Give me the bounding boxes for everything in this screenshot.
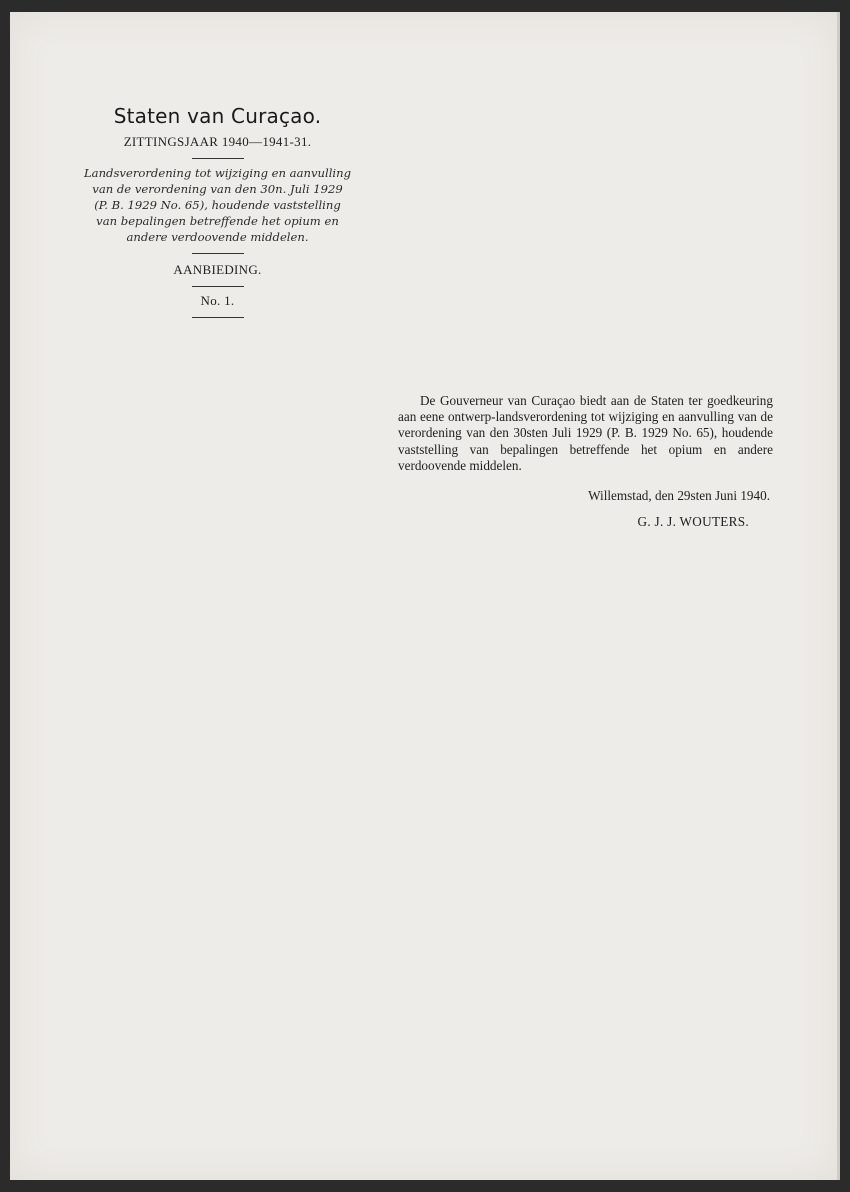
subject-line: Landsverordening tot wijziging en aanvulling <box>83 166 352 180</box>
divider-rule <box>192 158 244 159</box>
document-header <box>70 104 365 324</box>
divider-rule <box>192 253 244 254</box>
divider-rule <box>192 317 244 318</box>
subject-line: andere verdoovende middelen. <box>126 230 309 244</box>
document-page <box>10 12 837 1180</box>
signature: G. J. J. WOUTERS. <box>637 514 749 530</box>
divider-rule <box>192 286 244 287</box>
body-paragraph: De Gouverneur van Curaçao biedt aan de Staten ter goedkeuring aan eene ontwerp-landsverordening tot wijziging en aanvulling van de verordening van den 30sten Juli 1929 (P. B. 1929 No. 65), houdende vaststelling van bepalingen betreffende het opium en andere verdoovende middelen. <box>398 393 773 473</box>
ordinance-subject <box>70 165 365 245</box>
subject-line: van bepalingen betreffende het opium en <box>96 214 339 228</box>
document-number: No. 1. <box>200 293 235 308</box>
place-date: Willemstad, den 29sten Juni 1940. <box>588 488 770 504</box>
document-title: Staten van Curaçao. <box>113 104 322 128</box>
subject-line: (P. B. 1929 No. 65), houdende vaststelling <box>94 198 341 212</box>
document-body <box>398 393 773 530</box>
page-edge <box>837 12 840 1180</box>
session-year: ZITTINGSJAAR 1940—1941-31. <box>123 134 312 149</box>
subject-line: van de verordening van den 30n. Juli 1929 <box>92 182 343 196</box>
document-kind: AANBIEDING. <box>173 262 262 277</box>
